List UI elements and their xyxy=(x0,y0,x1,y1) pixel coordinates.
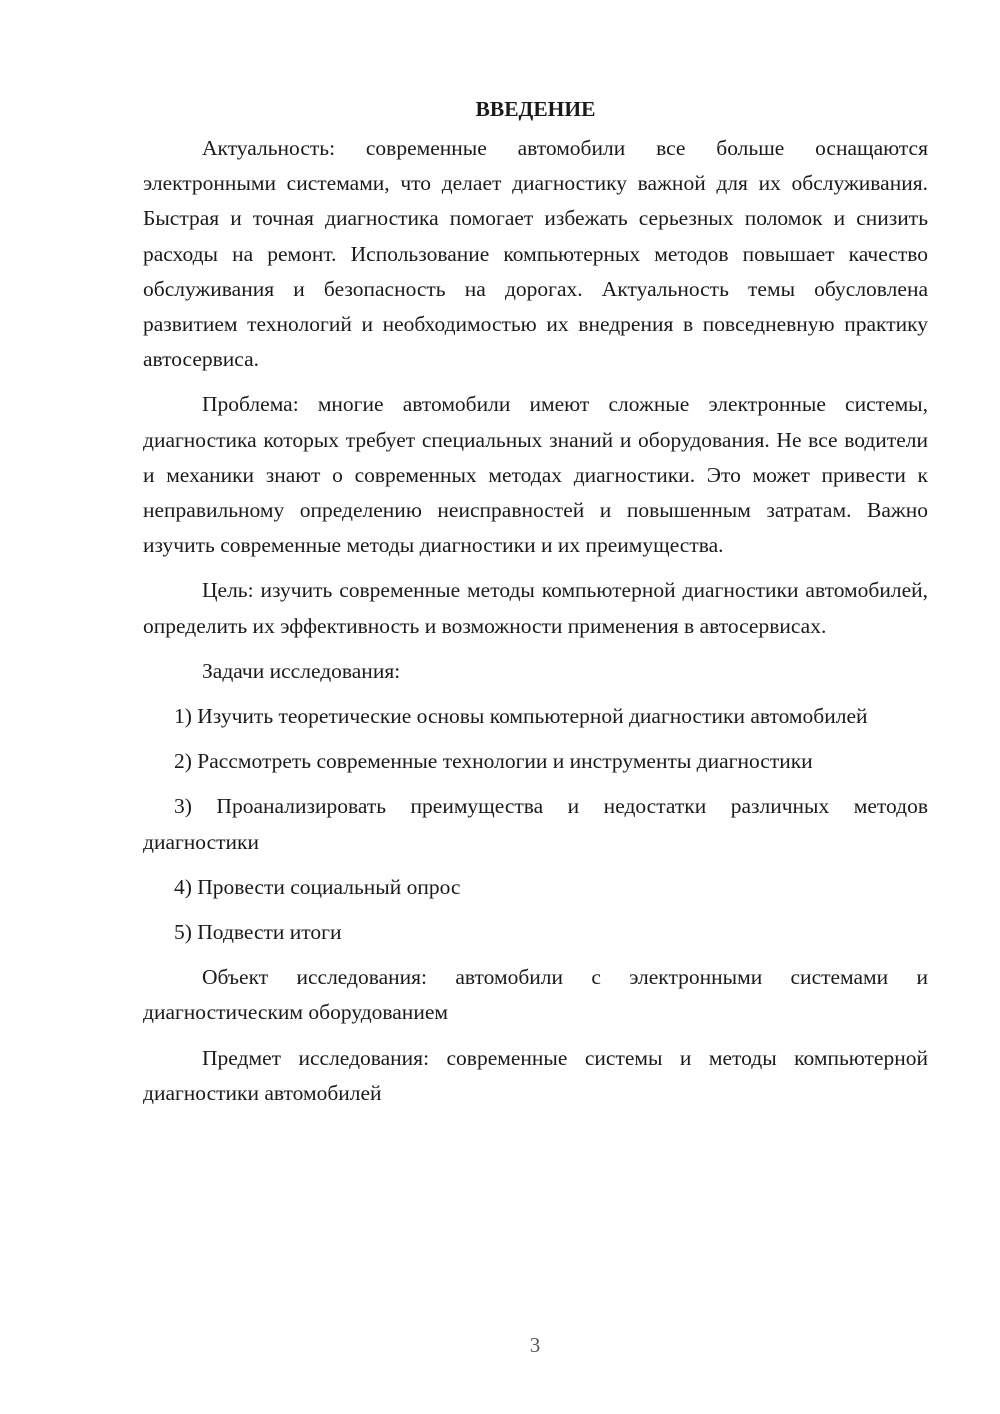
page-content xyxy=(143,92,928,1121)
task-item-2: 2) Рассмотреть современные технологии и инструменты диагностики xyxy=(174,749,813,774)
task-item-5: 5) Подвести итоги xyxy=(174,920,342,945)
paragraph-relevance: Актуальность: современные автомобили все больше оснащаются электронными системами, что делает диагностику важной для их обслуживания. Быстрая и точная диагностика помогает избежать серьезных поломок и снизить расходы на ремонт. Использование компьютерных методов повышает качество обслуживания и безопасность на дорогах. Актуальность темы обусловлена развитием технологий и необходимостью их внедрения в повседневную практику автосервиса. xyxy=(143,136,928,372)
task-item-4: 4) Провести социальный опрос xyxy=(174,874,461,899)
task-item-3: 3) Проанализировать преимущества и недостатки различных методов диагностики xyxy=(143,794,928,854)
paragraph-subject: Предмет исследования: современные системы и методы компьютерной диагностики автомобилей xyxy=(143,1045,928,1105)
tasks-heading: Задачи исследования: xyxy=(202,658,401,683)
task-item-1: 1) Изучить теоретические основы компьютерной диагностики автомобилей xyxy=(174,704,868,729)
paragraph-goal: Цель: изучить современные методы компьютерной диагностики автомобилей, определить их эффективность и возможности применения в автосервисах. xyxy=(143,578,928,638)
section-title: ВВЕДЕНИЕ xyxy=(475,97,596,121)
paragraph-problem: Проблема: многие автомобили имеют сложные электронные системы, диагностика которых требует специальных знаний и оборудования. Не все водители и механики знают о современных методах диагностики. Это может привести к неправильному определению неисправностей и повышенным затратам. Важно изучить современные методы диагностики и их преимущества. xyxy=(143,392,928,558)
page-number: 3 xyxy=(529,1333,541,1357)
paragraph-object: Объект исследования: автомобили с электронными системами и диагностическим оборудованием xyxy=(143,965,928,1025)
